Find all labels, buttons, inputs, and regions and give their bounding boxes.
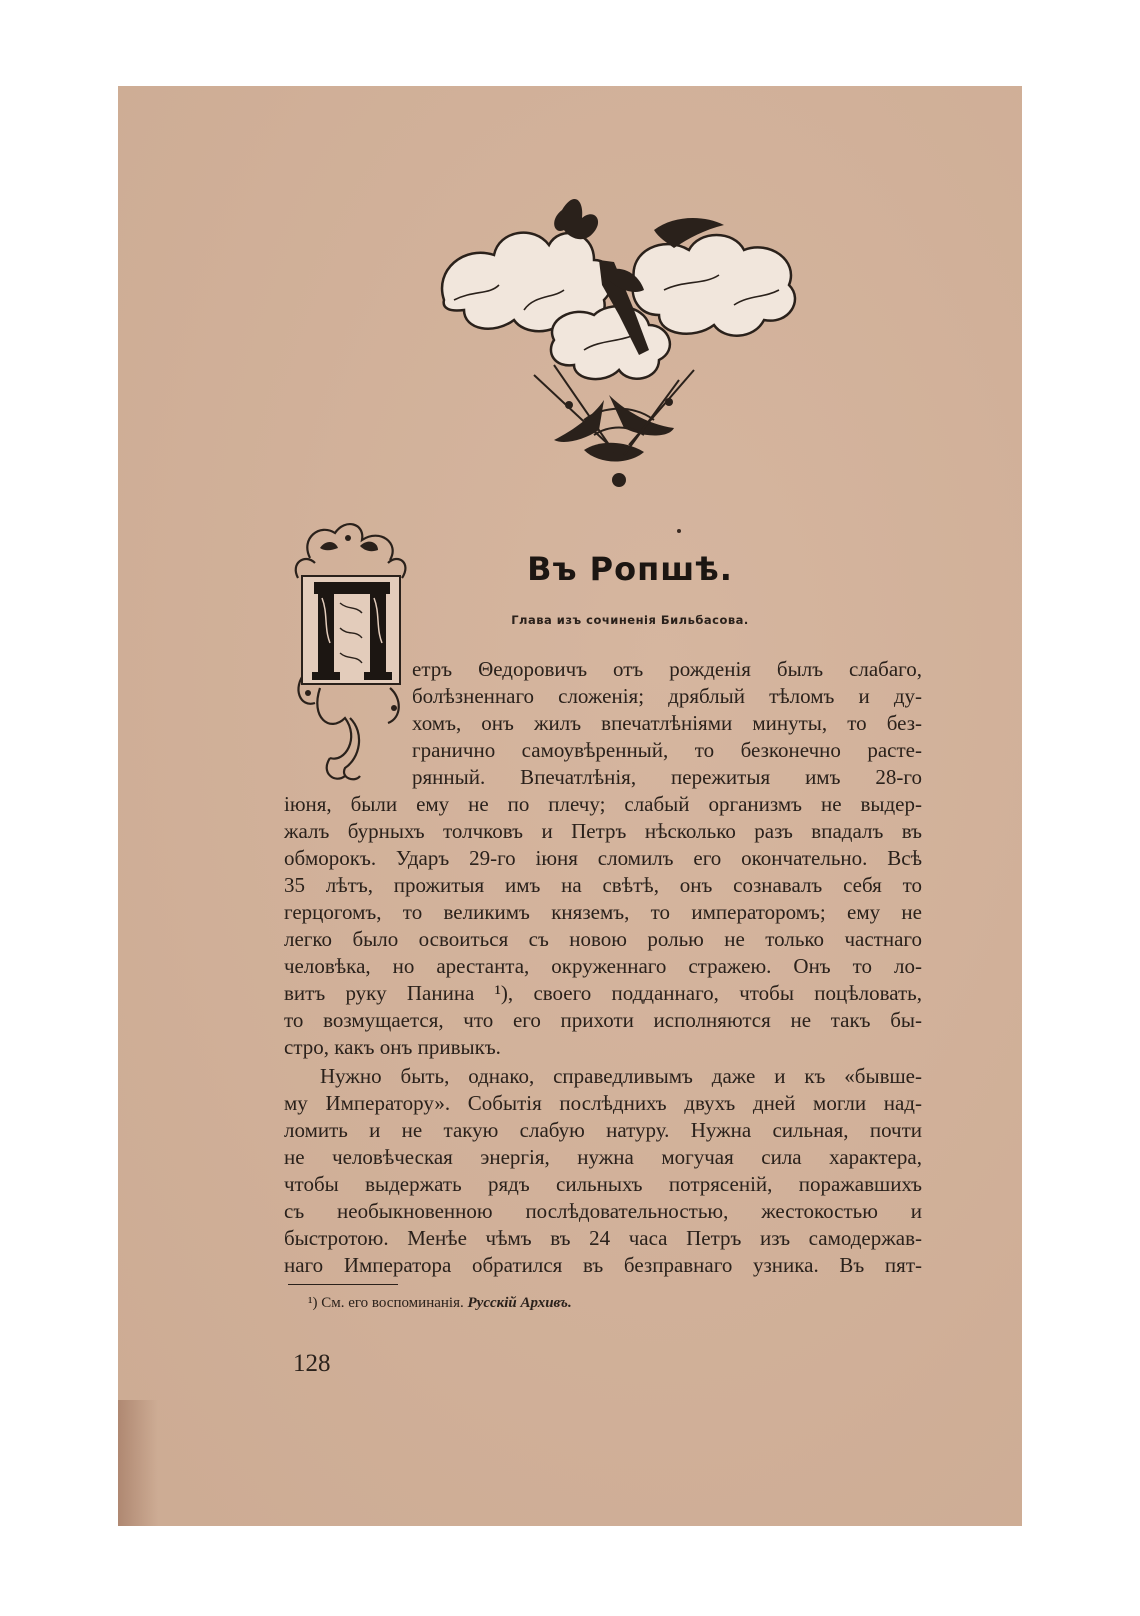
footnote <box>308 1295 572 1312</box>
text-line: етръ Θедоровичъ отъ рожденія былъ слабаго, <box>412 657 922 681</box>
text-line: наго Императора обратился въ безправнаго узника. Въ пят- <box>284 1253 922 1277</box>
text-line: человѣка, но арестанта, окруженнаго стражею. Онъ то ло- <box>284 954 922 978</box>
footnote-marker: ¹) <box>308 1295 318 1311</box>
text-line: гранично самоувѣренный, то безконечно расте- <box>412 738 922 762</box>
text-line: ломить и не такую слабую натуру. Нужна сильная, почти <box>284 1118 922 1142</box>
footnote-rule <box>288 1284 398 1285</box>
text-line: жалъ бурныхъ толчковъ и Петръ нѣсколько разъ впадалъ въ <box>284 819 922 843</box>
text-line: іюня, были ему не по плечу; слабый организмъ не выдер- <box>284 792 922 816</box>
text-line: 35 лѣтъ, прожитыя имъ на свѣтѣ, онъ сознавалъ себя то <box>284 873 922 897</box>
text-line: рянный. Впечатлѣнія, пережитыя имъ 28-го <box>412 765 922 789</box>
footnote-text: См. его воспоминанія. <box>321 1295 464 1311</box>
stray-mark <box>677 529 681 533</box>
text-line: чтобы выдержать рядъ сильныхъ потрясеній, поражавшихъ <box>284 1172 922 1196</box>
chapter-subtitle: Глава изъ сочиненія Бильбасова. <box>511 613 749 627</box>
text-line: съ необыкновенною послѣдовательностью, жестокостью и <box>284 1199 922 1223</box>
text-line: не человѣческая энергія, нужна могучая сила характера, <box>284 1145 922 1169</box>
footnote-journal: Русскій Архивъ. <box>467 1295 572 1311</box>
text-line: то возмущается, что его прихоти исполняются не такъ бы- <box>284 1008 922 1032</box>
page-edge-shadow <box>118 1400 158 1526</box>
text-line: Нужно быть, однако, справедливымъ даже и къ «бывше- <box>320 1064 922 1088</box>
text-line: обморокъ. Ударъ 29-го іюня сломилъ его окончательно. Всѣ <box>284 846 922 870</box>
headpiece-vignette <box>434 190 804 490</box>
text-line: болѣзненнаго сложенія; дряблый тѣломъ и ду- <box>412 684 922 708</box>
dropcap-initial <box>290 518 412 786</box>
text-line: стро, какъ онъ привыкъ. <box>284 1035 501 1059</box>
text-line: герцогомъ, то великимъ княземъ, то императоромъ; ему не <box>284 900 922 924</box>
text-line: легко было освоиться съ новою ролью не только частнаго <box>284 927 922 951</box>
text-line: хомъ, онъ жилъ впечатлѣніями минуты, то без- <box>412 711 922 735</box>
chapter-title: Въ Ропшѣ. <box>527 550 733 588</box>
text-line: витъ руку Панина ¹), своего подданнаго, чтобы поцѣловать, <box>284 981 922 1005</box>
text-line: быстротою. Менѣе чѣмъ въ 24 часа Петръ изъ самодержав- <box>284 1226 922 1250</box>
page-number: 128 <box>293 1350 331 1377</box>
text-line: му Императору». Событія послѣднихъ двухъ дней могли над- <box>284 1091 922 1115</box>
